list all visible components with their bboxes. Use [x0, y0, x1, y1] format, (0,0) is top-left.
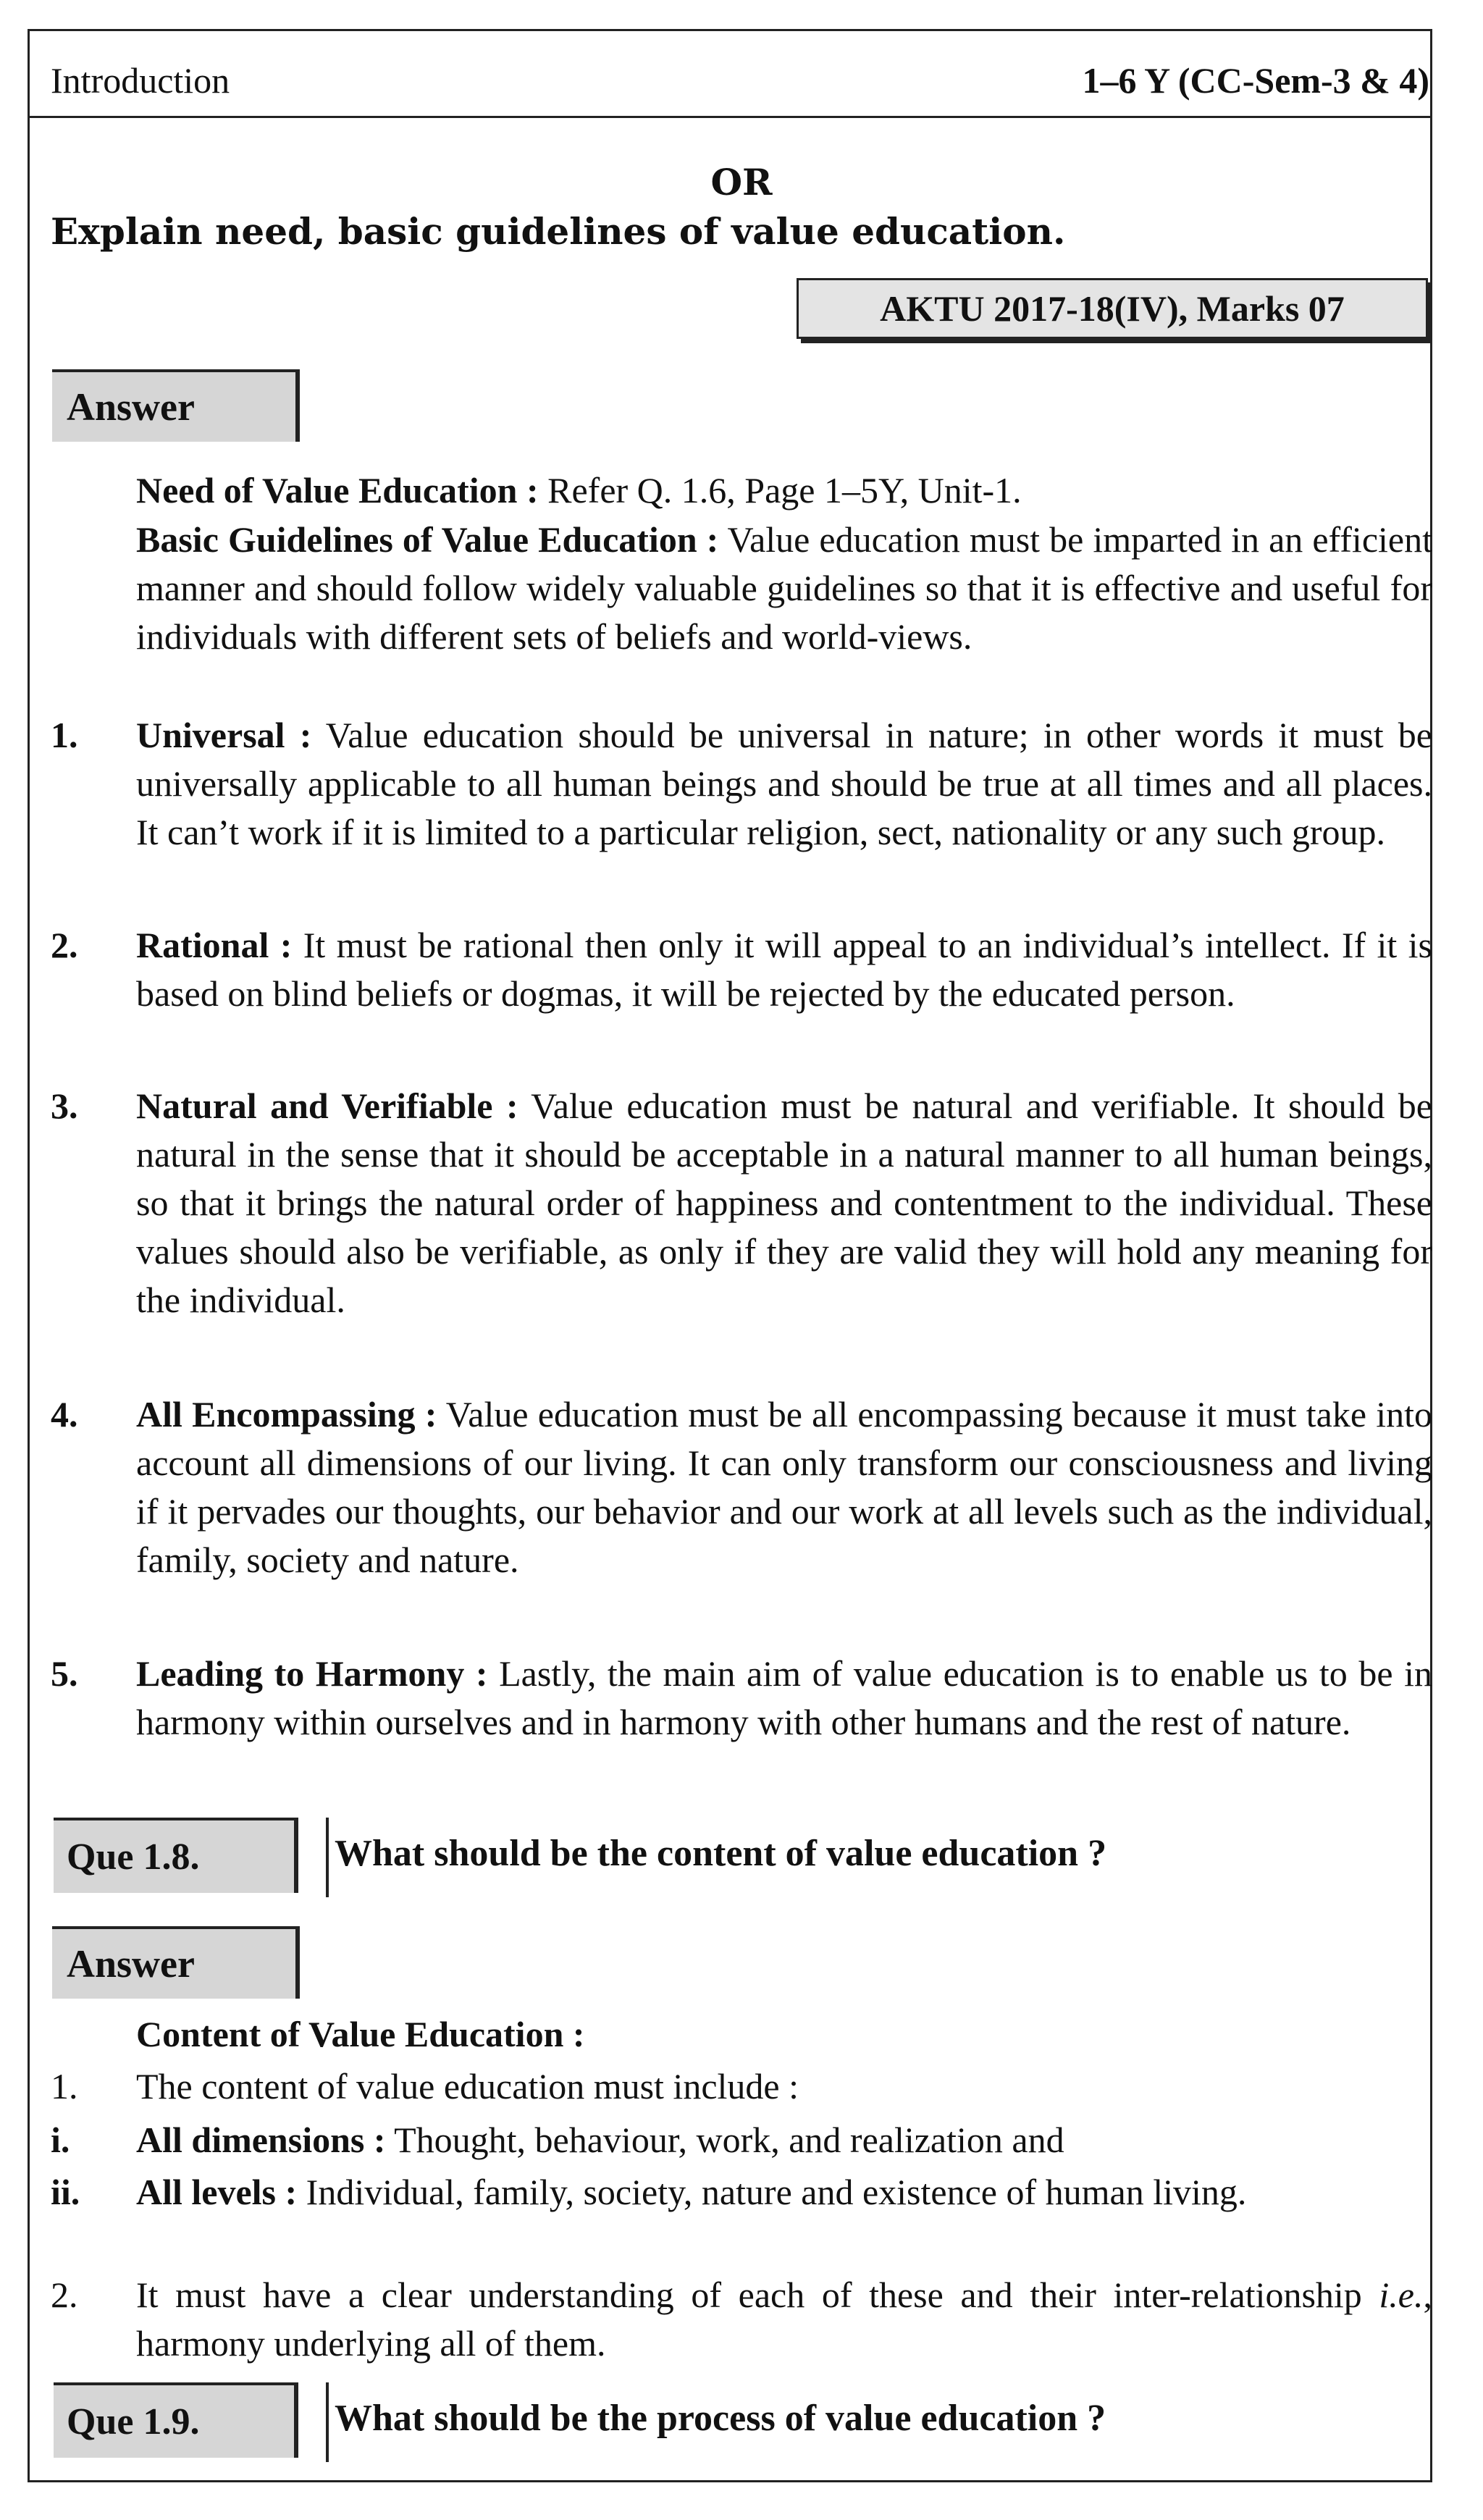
- list-item-title: All Encompassing :: [136, 1394, 437, 1435]
- list-item-text: Thought, behaviour, work, and realization and: [385, 2120, 1064, 2160]
- question-text: What should be the process of value education ?: [335, 2398, 1106, 2439]
- list-number: 1.: [51, 2066, 78, 2107]
- list-number: 1.: [51, 715, 78, 755]
- question-divider: [326, 1818, 329, 1897]
- list-number: 5.: [51, 1653, 78, 1694]
- header-divider: [28, 116, 1432, 118]
- guidelines-title: Basic Guidelines of Value Education :: [136, 519, 719, 560]
- question-number: Que 1.9.: [54, 2382, 298, 2458]
- list-number: 2.: [51, 925, 78, 965]
- guidelines-paragraph: [136, 516, 1432, 661]
- list-item-text: Value education must be all encompassing because it must take into account all dimensions of our living. It can only transform our consciousness and living if it pervades our thoughts, our behavior and our work at all levels such as the individual, family, society and nature.: [136, 1394, 1433, 1580]
- list-item-text: It must have a clear understanding of each of these and their inter-relationship: [136, 2275, 1379, 2315]
- list-item-text: The content of value education must include :: [136, 2066, 799, 2107]
- content-title-text: Content of Value Education :: [136, 2014, 585, 2054]
- list-item-text: Individual, family, society, nature and existence of human living.: [297, 2172, 1247, 2212]
- running-header-page: 1–6 Y (CC-Sem-3 & 4): [1082, 60, 1429, 101]
- list-item-title: All levels :: [136, 2172, 298, 2212]
- list-item: [51, 2168, 1432, 2217]
- list-item: [51, 711, 1432, 857]
- question-text: Explain need, basic guidelines of value education.: [51, 210, 1066, 253]
- answer-label: Answer: [52, 1926, 300, 1999]
- list-item-title: Rational :: [136, 925, 293, 965]
- list-item-title: All dimensions :: [136, 2120, 386, 2160]
- list-item-title: Leading to Harmony :: [136, 1653, 488, 1694]
- list-item: [51, 2062, 1432, 2111]
- need-text: Refer Q. 1.6, Page 1–5Y, Unit-1.: [538, 470, 1022, 511]
- question-divider: [326, 2382, 329, 2462]
- running-header-section: Introduction: [51, 60, 230, 101]
- question-1-9: [51, 2382, 1432, 2462]
- list-item-text: Value education must be natural and verifiable. It should be natural in the sense that it should be acceptable in a natural manner to all human beings, so that it brings the natural order of happiness and contentment to the individual. These values should also be verifiable, as only if they are valid they will hold any meaning for the individual.: [136, 1085, 1432, 1320]
- list-item-text: It must be rational then only it will appeal to an individual’s intellect. If it is based on blind beliefs or dogmas, it will be rejected by the educated person.: [136, 925, 1433, 1014]
- need-title: Need of Value Education :: [136, 470, 539, 511]
- list-number: 2.: [51, 2275, 78, 2315]
- list-number: i.: [51, 2120, 70, 2160]
- list-number: ii.: [51, 2172, 80, 2212]
- list-item: [51, 1082, 1432, 1324]
- list-item-text: Lastly, the main aim of value education is to enable us to be in harmony within ourselves and in harmony with other humans and the rest of nature.: [136, 1653, 1432, 1742]
- list-item: [51, 2271, 1432, 2368]
- question-number: Que 1.8.: [54, 1818, 298, 1893]
- exam-reference-badge: AKTU 2017-18(IV), Marks 07: [797, 278, 1428, 339]
- list-item-text: , harmony underlying all of them.: [136, 2275, 1432, 2364]
- answer-label: Answer: [52, 369, 300, 442]
- content-title: [136, 2010, 1432, 2059]
- or-label: OR: [710, 161, 773, 203]
- question-text: What should be the content of value education ?: [335, 1833, 1107, 1874]
- list-item-title: Natural and Verifiable :: [136, 1085, 518, 1126]
- list-item: [51, 1650, 1432, 1747]
- list-item-text: Value education should be universal in nature; in other words it must be universally applicable to all human beings and should be true at all times and all places. It can’t work if it is limited to a particular religion, sect, nationality or any such group.: [136, 715, 1432, 852]
- guidelines-text: Value education must be imparted in an efficient manner and should follow widely valuable guidelines so that it is effective and useful for individuals with different sets of beliefs and world-views.: [136, 519, 1432, 657]
- list-number: 3.: [51, 1085, 78, 1126]
- question-1-8: [51, 1818, 1432, 1897]
- need-paragraph: [136, 466, 1432, 515]
- list-item: [51, 2116, 1432, 2164]
- list-item-abbrev: i.e.: [1379, 2275, 1424, 2315]
- list-number: 4.: [51, 1394, 78, 1435]
- list-item: [51, 1390, 1432, 1584]
- list-item-title: Universal :: [136, 715, 312, 755]
- list-item: [51, 921, 1432, 1018]
